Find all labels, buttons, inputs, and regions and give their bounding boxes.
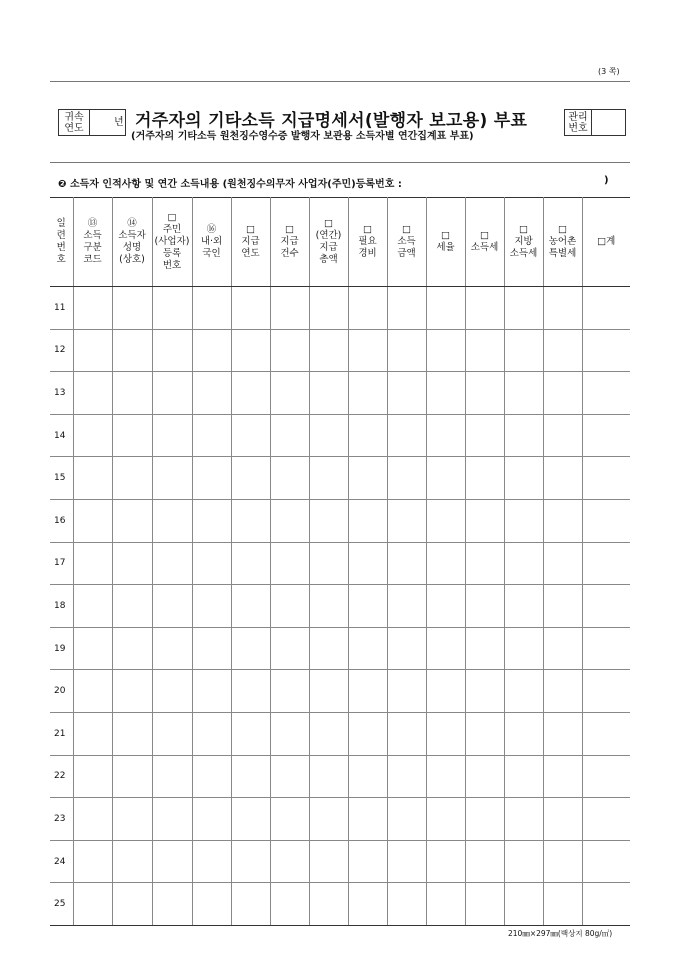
column-header: ⑬ 소득 구분 코드 (73, 198, 112, 287)
entry-cell[interactable] (152, 499, 192, 542)
entry-cell[interactable] (192, 329, 231, 372)
entry-cell[interactable] (543, 414, 582, 457)
entry-cell[interactable] (504, 755, 543, 798)
entry-cell[interactable] (582, 457, 630, 500)
entry-cell[interactable] (152, 372, 192, 415)
entry-cell[interactable] (387, 585, 426, 628)
entry-cell[interactable] (387, 329, 426, 372)
entry-cell[interactable] (504, 585, 543, 628)
entry-cell[interactable] (112, 627, 152, 670)
entry-cell[interactable] (192, 840, 231, 883)
income-table (50, 197, 630, 926)
form-subtitle: (거주자의 기타소득 원천징수영수증 발행자 보관용 소득자별 연간집계표 부표) (131, 131, 474, 142)
entry-cell[interactable] (309, 712, 348, 755)
entry-cell[interactable] (387, 414, 426, 457)
serial-number-cell: 25 (50, 883, 73, 926)
entry-cell[interactable] (309, 798, 348, 841)
entry-cell[interactable] (504, 287, 543, 330)
column-header: □ 지방 소득세 (504, 198, 543, 287)
entry-cell[interactable] (348, 798, 387, 841)
entry-cell[interactable] (270, 414, 309, 457)
entry-cell[interactable] (231, 542, 270, 585)
column-header: □ 주민 (사업자) 등록 번호 (152, 198, 192, 287)
entry-cell[interactable] (112, 329, 152, 372)
entry-cell[interactable] (582, 670, 630, 713)
column-header: □ 농어촌 특별세 (543, 198, 582, 287)
entry-cell[interactable] (582, 372, 630, 415)
entry-cell[interactable] (387, 670, 426, 713)
section-title-closing: ) (604, 175, 609, 186)
entry-cell[interactable] (309, 372, 348, 415)
entry-cell[interactable] (192, 798, 231, 841)
entry-cell[interactable] (309, 542, 348, 585)
column-header: 일 련 번 호 (50, 198, 73, 287)
entry-cell[interactable] (309, 457, 348, 500)
table-row (50, 755, 630, 798)
entry-cell[interactable] (543, 883, 582, 926)
entry-cell[interactable] (504, 670, 543, 713)
entry-cell[interactable] (309, 414, 348, 457)
entry-cell[interactable] (426, 670, 465, 713)
entry-cell[interactable] (231, 840, 270, 883)
serial-number-cell: 16 (50, 499, 73, 542)
entry-cell[interactable] (309, 670, 348, 713)
table-row (50, 712, 630, 755)
entry-cell[interactable] (309, 585, 348, 628)
entry-cell[interactable] (270, 542, 309, 585)
entry-cell[interactable] (426, 883, 465, 926)
entry-cell[interactable] (543, 329, 582, 372)
entry-cell[interactable] (465, 499, 504, 542)
column-header: □ 필요 경비 (348, 198, 387, 287)
entry-cell[interactable] (426, 457, 465, 500)
entry-cell[interactable] (348, 287, 387, 330)
entry-cell[interactable] (270, 670, 309, 713)
serial-number-cell: 22 (50, 755, 73, 798)
entry-cell[interactable] (192, 414, 231, 457)
entry-cell[interactable] (73, 840, 112, 883)
serial-number-cell: 15 (50, 457, 73, 500)
entry-cell[interactable] (192, 755, 231, 798)
entry-cell[interactable] (231, 287, 270, 330)
entry-cell[interactable] (73, 585, 112, 628)
entry-cell[interactable] (543, 712, 582, 755)
entry-cell[interactable] (270, 627, 309, 670)
entry-cell[interactable] (387, 372, 426, 415)
table-row (50, 670, 630, 713)
entry-cell[interactable] (231, 755, 270, 798)
entry-cell[interactable] (152, 627, 192, 670)
entry-cell[interactable] (112, 499, 152, 542)
entry-cell[interactable] (582, 840, 630, 883)
entry-cell[interactable] (465, 585, 504, 628)
entry-cell[interactable] (112, 798, 152, 841)
entry-cell[interactable] (270, 755, 309, 798)
entry-cell[interactable] (348, 712, 387, 755)
entry-cell[interactable] (309, 329, 348, 372)
entry-cell[interactable] (73, 329, 112, 372)
entry-cell[interactable] (387, 287, 426, 330)
serial-number-cell: 12 (50, 329, 73, 372)
entry-cell[interactable] (152, 585, 192, 628)
entry-cell[interactable] (387, 883, 426, 926)
section-title: ❷ 소득자 인적사항 및 연간 소득내용 (원천징수의무자 사업자(주민)등록번호 : (58, 179, 402, 190)
entry-cell[interactable] (426, 712, 465, 755)
entry-cell[interactable] (73, 499, 112, 542)
entry-cell[interactable] (152, 840, 192, 883)
entry-cell[interactable] (504, 372, 543, 415)
entry-cell[interactable] (112, 840, 152, 883)
entry-cell[interactable] (348, 499, 387, 542)
entry-cell[interactable] (192, 372, 231, 415)
entry-cell[interactable] (543, 798, 582, 841)
entry-cell[interactable] (582, 585, 630, 628)
entry-cell[interactable] (504, 883, 543, 926)
entry-cell[interactable] (192, 670, 231, 713)
entry-cell[interactable] (73, 883, 112, 926)
entry-cell[interactable] (192, 287, 231, 330)
entry-cell[interactable] (504, 329, 543, 372)
entry-cell[interactable] (73, 755, 112, 798)
entry-cell[interactable] (426, 585, 465, 628)
entry-cell[interactable] (504, 712, 543, 755)
entry-cell[interactable] (231, 372, 270, 415)
table-row (50, 287, 630, 330)
serial-number-cell: 23 (50, 798, 73, 841)
entry-cell[interactable] (112, 883, 152, 926)
table-header-row (50, 198, 630, 287)
entry-cell[interactable] (582, 499, 630, 542)
entry-cell[interactable] (465, 542, 504, 585)
entry-cell[interactable] (270, 883, 309, 926)
entry-cell[interactable] (192, 627, 231, 670)
entry-cell[interactable] (348, 585, 387, 628)
column-header: □ 소득 금액 (387, 198, 426, 287)
entry-cell[interactable] (582, 287, 630, 330)
entry-cell[interactable] (426, 755, 465, 798)
entry-cell[interactable] (348, 670, 387, 713)
entry-cell[interactable] (465, 287, 504, 330)
column-header: □ (연간) 지급 총액 (309, 198, 348, 287)
top-rule (50, 81, 630, 82)
entry-cell[interactable] (348, 883, 387, 926)
entry-cell[interactable] (426, 499, 465, 542)
entry-cell[interactable] (231, 457, 270, 500)
entry-cell[interactable] (387, 755, 426, 798)
entry-cell[interactable] (231, 329, 270, 372)
entry-cell[interactable] (152, 798, 192, 841)
entry-cell[interactable] (112, 372, 152, 415)
serial-number-cell: 21 (50, 712, 73, 755)
entry-cell[interactable] (465, 372, 504, 415)
entry-cell[interactable] (348, 372, 387, 415)
entry-cell[interactable] (192, 542, 231, 585)
entry-cell[interactable] (465, 414, 504, 457)
entry-cell[interactable] (387, 627, 426, 670)
entry-cell[interactable] (504, 798, 543, 841)
serial-number-cell: 19 (50, 627, 73, 670)
table-row (50, 414, 630, 457)
entry-cell[interactable] (387, 840, 426, 883)
entry-cell[interactable] (152, 712, 192, 755)
table-row (50, 372, 630, 415)
entry-cell[interactable] (231, 627, 270, 670)
column-header: □계 (582, 198, 630, 287)
entry-cell[interactable] (387, 457, 426, 500)
column-header: □ 소득세 (465, 198, 504, 287)
entry-cell[interactable] (348, 329, 387, 372)
entry-cell[interactable] (73, 670, 112, 713)
entry-cell[interactable] (543, 755, 582, 798)
entry-cell[interactable] (270, 840, 309, 883)
entry-cell[interactable] (231, 585, 270, 628)
entry-cell[interactable] (543, 627, 582, 670)
entry-cell[interactable] (543, 585, 582, 628)
serial-number-cell: 14 (50, 414, 73, 457)
entry-cell[interactable] (73, 414, 112, 457)
entry-cell[interactable] (582, 798, 630, 841)
table-row (50, 329, 630, 372)
entry-cell[interactable] (152, 457, 192, 500)
table-row (50, 798, 630, 841)
divider (591, 110, 592, 135)
entry-cell[interactable] (543, 287, 582, 330)
entry-cell[interactable] (152, 670, 192, 713)
entry-cell[interactable] (152, 329, 192, 372)
entry-cell[interactable] (152, 755, 192, 798)
entry-cell[interactable] (192, 712, 231, 755)
entry-cell[interactable] (152, 414, 192, 457)
entry-cell[interactable] (465, 670, 504, 713)
entry-cell[interactable] (465, 329, 504, 372)
entry-cell[interactable] (543, 499, 582, 542)
table-row (50, 840, 630, 883)
entry-cell[interactable] (73, 372, 112, 415)
attribution-year-label: 귀속 연도 (64, 112, 84, 134)
entry-cell[interactable] (426, 840, 465, 883)
form-title: 거주자의 기타소득 지급명세서(발행자 보고용) 부표 (135, 111, 528, 131)
entry-cell[interactable] (582, 755, 630, 798)
entry-cell[interactable] (387, 542, 426, 585)
entry-cell[interactable] (231, 883, 270, 926)
serial-number-cell: 13 (50, 372, 73, 415)
serial-number-cell: 11 (50, 287, 73, 330)
entry-cell[interactable] (348, 457, 387, 500)
entry-cell[interactable] (231, 414, 270, 457)
entry-cell[interactable] (73, 287, 112, 330)
entry-cell[interactable] (270, 585, 309, 628)
entry-cell[interactable] (543, 542, 582, 585)
entry-cell[interactable] (348, 627, 387, 670)
entry-cell[interactable] (112, 414, 152, 457)
entry-cell[interactable] (270, 712, 309, 755)
entry-cell[interactable] (270, 499, 309, 542)
entry-cell[interactable] (73, 798, 112, 841)
entry-cell[interactable] (231, 670, 270, 713)
entry-cell[interactable] (152, 287, 192, 330)
entry-cell[interactable] (465, 883, 504, 926)
entry-cell[interactable] (112, 287, 152, 330)
entry-cell[interactable] (112, 755, 152, 798)
entry-cell[interactable] (152, 542, 192, 585)
entry-cell[interactable] (426, 414, 465, 457)
serial-number-cell: 18 (50, 585, 73, 628)
entry-cell[interactable] (504, 840, 543, 883)
entry-cell[interactable] (348, 840, 387, 883)
entry-cell[interactable] (112, 712, 152, 755)
entry-cell[interactable] (309, 499, 348, 542)
entry-cell[interactable] (426, 372, 465, 415)
table-row (50, 499, 630, 542)
entry-cell[interactable] (112, 670, 152, 713)
entry-cell[interactable] (426, 542, 465, 585)
entry-cell[interactable] (582, 712, 630, 755)
entry-cell[interactable] (73, 457, 112, 500)
entry-cell[interactable] (152, 883, 192, 926)
table-row (50, 585, 630, 628)
entry-cell[interactable] (348, 414, 387, 457)
entry-cell[interactable] (270, 372, 309, 415)
entry-cell[interactable] (348, 542, 387, 585)
column-header: □ 지급 건수 (270, 198, 309, 287)
entry-cell[interactable] (543, 670, 582, 713)
column-header: □ 세율 (426, 198, 465, 287)
entry-cell[interactable] (270, 457, 309, 500)
entry-cell[interactable] (387, 712, 426, 755)
entry-cell[interactable] (309, 287, 348, 330)
entry-cell[interactable] (231, 798, 270, 841)
entry-cell[interactable] (309, 755, 348, 798)
entry-cell[interactable] (582, 414, 630, 457)
entry-cell[interactable] (582, 329, 630, 372)
entry-cell[interactable] (309, 627, 348, 670)
entry-cell[interactable] (426, 329, 465, 372)
column-header: ⑭ 소득자 성명 (상호) (112, 198, 152, 287)
management-number-label: 관리 번호 (568, 112, 588, 134)
column-header: ⑯ 내·외 국인 (192, 198, 231, 287)
entry-cell[interactable] (73, 712, 112, 755)
entry-cell[interactable] (231, 712, 270, 755)
entry-cell[interactable] (582, 883, 630, 926)
serial-number-cell: 20 (50, 670, 73, 713)
entry-cell[interactable] (465, 457, 504, 500)
table-row (50, 883, 630, 926)
entry-cell[interactable] (270, 329, 309, 372)
entry-cell[interactable] (582, 542, 630, 585)
entry-cell[interactable] (504, 499, 543, 542)
serial-number-cell: 17 (50, 542, 73, 585)
table-row (50, 457, 630, 500)
entry-cell[interactable] (504, 414, 543, 457)
entry-cell[interactable] (582, 627, 630, 670)
entry-cell[interactable] (112, 457, 152, 500)
divider (89, 110, 90, 135)
entry-cell[interactable] (504, 627, 543, 670)
entry-cell[interactable] (465, 840, 504, 883)
entry-cell[interactable] (465, 798, 504, 841)
entry-cell[interactable] (192, 585, 231, 628)
table-row (50, 542, 630, 585)
entry-cell[interactable] (543, 840, 582, 883)
entry-cell[interactable] (348, 755, 387, 798)
entry-cell[interactable] (387, 798, 426, 841)
entry-cell[interactable] (465, 627, 504, 670)
entry-cell[interactable] (543, 457, 582, 500)
entry-cell[interactable] (504, 457, 543, 500)
entry-cell[interactable] (192, 457, 231, 500)
entry-cell[interactable] (192, 499, 231, 542)
entry-cell[interactable] (112, 585, 152, 628)
entry-cell[interactable] (465, 755, 504, 798)
paper-size-note: 210㎜×297㎜(백상지 80g/㎡) (508, 929, 613, 938)
attribution-year-box (58, 109, 126, 136)
table-row (50, 627, 630, 670)
entry-cell[interactable] (426, 798, 465, 841)
entry-cell[interactable] (112, 542, 152, 585)
entry-cell[interactable] (426, 287, 465, 330)
entry-cell[interactable] (309, 883, 348, 926)
attribution-year-unit: 년 (114, 117, 124, 128)
management-number-box (564, 109, 626, 136)
entry-cell[interactable] (543, 372, 582, 415)
column-header: □ 지급 연도 (231, 198, 270, 287)
page-number: (3 쪽) (598, 67, 620, 76)
entry-cell[interactable] (270, 287, 309, 330)
entry-cell[interactable] (309, 840, 348, 883)
entry-cell[interactable] (426, 627, 465, 670)
entry-cell[interactable] (504, 542, 543, 585)
entry-cell[interactable] (387, 499, 426, 542)
serial-number-cell: 24 (50, 840, 73, 883)
section-rule (50, 162, 630, 163)
entry-cell[interactable] (73, 542, 112, 585)
entry-cell[interactable] (192, 883, 231, 926)
entry-cell[interactable] (270, 798, 309, 841)
entry-cell[interactable] (465, 712, 504, 755)
entry-cell[interactable] (73, 627, 112, 670)
entry-cell[interactable] (231, 499, 270, 542)
